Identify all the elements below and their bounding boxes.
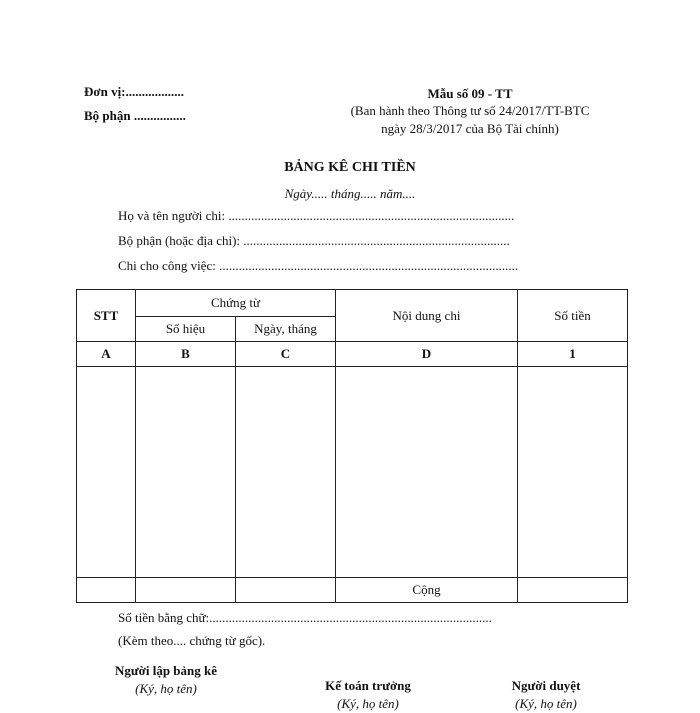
approver-title: Người duyệt bbox=[511, 678, 581, 693]
table-cell bbox=[236, 578, 336, 603]
chief-accountant-title: Kế toán trưởng bbox=[325, 678, 411, 693]
payer-name-line: Họ và tên người chi: ........................................................................................ bbox=[118, 208, 515, 223]
signature-approver bbox=[476, 677, 616, 713]
expense-table bbox=[76, 289, 627, 602]
table-cell[interactable] bbox=[518, 367, 628, 578]
date-line: Ngày..... tháng..... năm.... bbox=[284, 186, 416, 201]
table-cell[interactable] bbox=[336, 367, 518, 578]
don-vi-label: Đơn vị:.................. bbox=[84, 84, 185, 99]
index-cell: 1 bbox=[518, 342, 628, 367]
form-code-block bbox=[320, 86, 620, 138]
col-ngay-thang: Ngày, tháng bbox=[236, 317, 336, 342]
col-chung-tu: Chứng từ bbox=[136, 290, 336, 317]
issued-by: (Ban hành theo Thông tư số 24/2017/TT-BTC bbox=[350, 103, 590, 118]
attachments-line: (Kèm theo.... chứng từ gốc). bbox=[118, 633, 266, 648]
form-code: Mẫu số 09 - TT bbox=[427, 86, 513, 101]
col-so-hieu: Số hiệu bbox=[136, 317, 236, 342]
index-cell: D bbox=[336, 342, 518, 367]
col-stt: STT bbox=[77, 290, 136, 342]
document-title: BẢNG KÊ CHI TIỀN bbox=[284, 160, 416, 175]
signature-preparer bbox=[96, 662, 236, 698]
signature-chief-accountant bbox=[298, 677, 438, 713]
department-line: Bộ phận (hoặc địa chỉ): .................................................................................. bbox=[118, 233, 510, 248]
table-cell[interactable] bbox=[236, 367, 336, 578]
total-amount-cell[interactable] bbox=[518, 578, 628, 603]
preparer-sign-note: (Ký, họ tên) bbox=[135, 681, 197, 696]
issued-date: ngày 28/3/2017 của Bộ Tài chính) bbox=[381, 121, 559, 136]
col-noi-dung: Nội dung chi bbox=[336, 290, 518, 342]
col-so-tien: Số tiền bbox=[518, 290, 628, 342]
approver-sign-note: (Ký, họ tên) bbox=[515, 696, 577, 711]
table-cell[interactable] bbox=[77, 367, 136, 578]
total-label: Cộng bbox=[336, 578, 518, 603]
table-cell[interactable] bbox=[136, 367, 236, 578]
purpose-line: Chi cho công việc: ............................................................................................ bbox=[118, 258, 519, 273]
index-cell: A bbox=[77, 342, 136, 367]
table-cell bbox=[77, 578, 136, 603]
chief-accountant-sign-note: (Ký, họ tên) bbox=[337, 696, 399, 711]
bo-phan-label: Bộ phận ................ bbox=[84, 108, 186, 123]
amount-in-words-line: Số tiền bằng chữ:....................................................................................... bbox=[118, 610, 492, 625]
index-cell: C bbox=[236, 342, 336, 367]
preparer-title: Người lập bảng kê bbox=[114, 663, 218, 678]
index-cell: B bbox=[136, 342, 236, 367]
table-cell bbox=[136, 578, 236, 603]
